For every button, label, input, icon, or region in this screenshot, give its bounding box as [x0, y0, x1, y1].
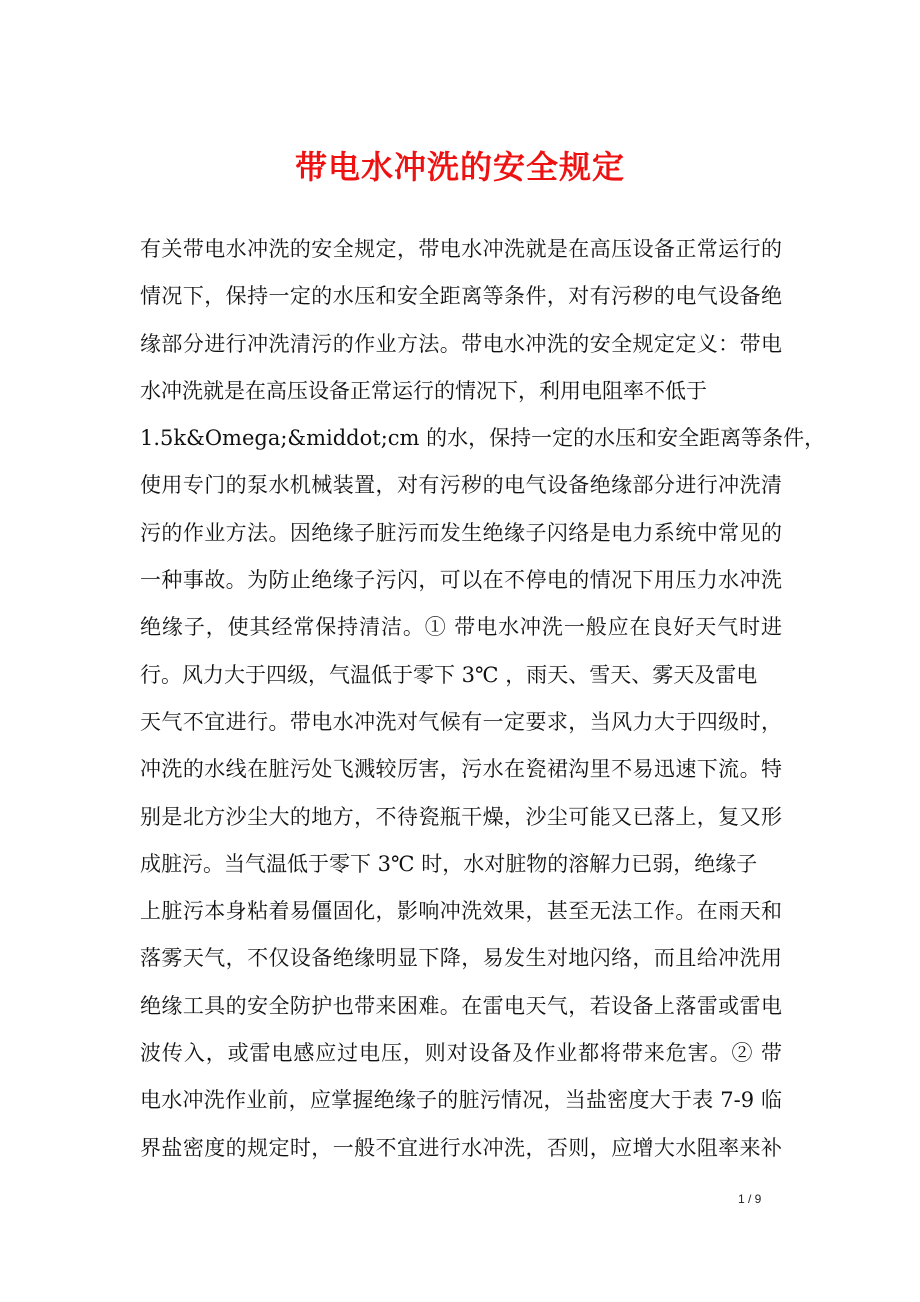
- paragraph-line: 冲洗的水线在脏污处飞溅较厉害，污水在瓷裙沟里不易迅速下流。特: [140, 757, 782, 782]
- paragraph-line: 落雾天气，不仅设备绝缘明显下降，易发生对地闪络，而且给冲洗用: [140, 946, 782, 971]
- paragraph-line: 情况下，保持一定的水压和安全距离等条件，对有污秽的电气设备绝: [140, 284, 782, 309]
- paragraph-line: 行。风力大于四级，气温低于零下 3℃ ，雨天、雪天、雾天及雷电: [140, 662, 758, 687]
- page-title: 带电水冲洗的安全规定: [294, 148, 625, 186]
- paragraph-line: 绝缘子，使其经常保持清洁。① 带电水冲洗一般应在良好天气时进: [140, 615, 782, 640]
- paragraph-line: 绝缘工具的安全防护也带来困难。在雷电天气，若设备上落雷或雷电: [140, 993, 782, 1018]
- paragraph-line: 成脏污。当气温低于零下 3℃ 时，水对脏物的溶解力已弱，绝缘子: [140, 851, 758, 876]
- paragraph-line: 缘部分进行冲洗清污的作业方法。带电水冲洗的安全规定定义：带电: [140, 331, 782, 356]
- paragraph-line: 电水冲洗作业前，应掌握绝缘子的脏污情况，当盐密度大于表 7-9 临: [140, 1088, 782, 1113]
- body-paragraph: [140, 226, 826, 1172]
- paragraph-line: 污的作业方法。因绝缘子脏污而发生绝缘子闪络是电力系统中常见的: [140, 520, 782, 545]
- paragraph-line: 上脏污本身粘着易僵固化，影响冲洗效果，甚至无法工作。在雨天和: [140, 899, 782, 924]
- page-number: 1 / 9: [738, 1192, 762, 1206]
- paragraph-line: 1.5k&Omega;&middot;cm 的水，保持一定的水压和安全距离等条件，: [140, 426, 826, 451]
- paragraph-line: 界盐密度的规定时，一般不宜进行水冲洗，否则，应增大水阻率来补: [140, 1135, 782, 1160]
- paragraph-line: 别是北方沙尘大的地方，不待瓷瓶干燥，沙尘可能又已落上，复又形: [140, 804, 782, 829]
- paragraph-line: 一种事故。为防止绝缘子污闪，可以在不停电的情况下用压力水冲洗: [140, 568, 782, 593]
- paragraph-line: 天气不宜进行。带电水冲洗对气候有一定要求，当风力大于四级时，: [140, 709, 782, 734]
- paragraph-line: 水冲洗就是在高压设备正常运行的情况下，利用电阻率不低于: [140, 378, 707, 403]
- paragraph-line: 使用专门的泵水机械装置，对有污秽的电气设备绝缘部分进行冲洗清: [140, 473, 782, 498]
- paragraph-line: 有关带电水冲洗的安全规定，带电水冲洗就是在高压设备正常运行的: [140, 237, 782, 261]
- paragraph-line: 波传入，或雷电感应过电压，则对设备及作业都将带来危害。② 带: [140, 1041, 782, 1066]
